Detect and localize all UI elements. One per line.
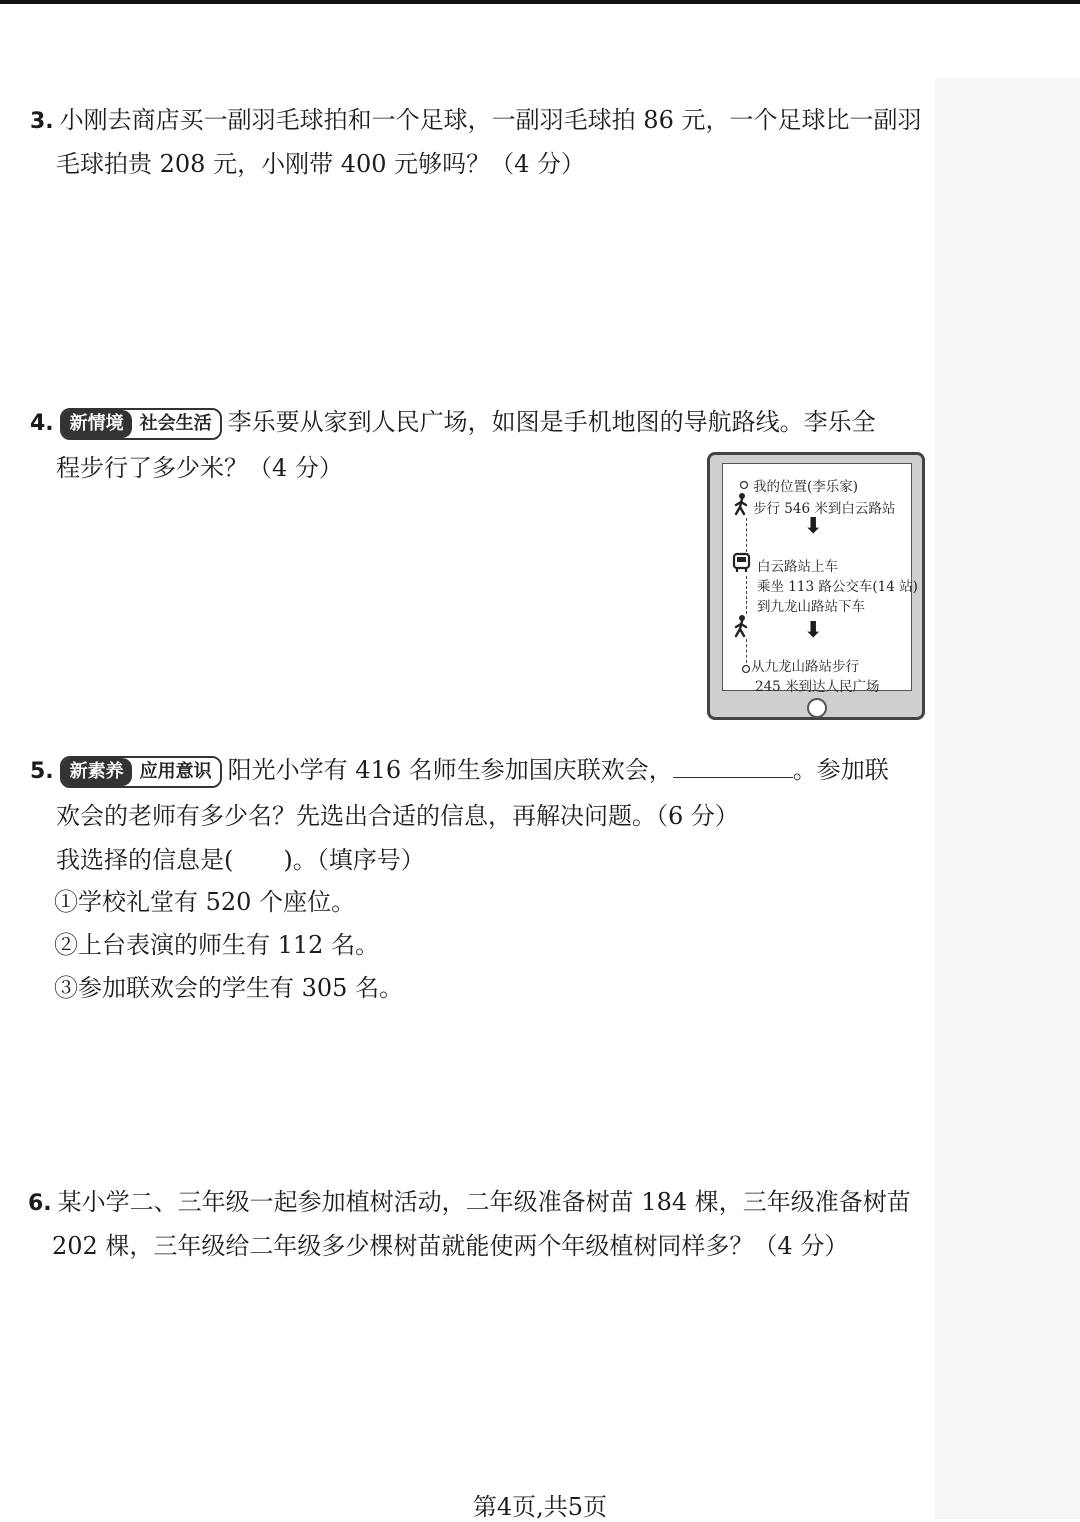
- tag-new-literacy: 新素养: [62, 758, 132, 786]
- bus-icon: [732, 552, 752, 574]
- route-dash-3: [746, 639, 747, 663]
- question-5-number: 5.: [30, 759, 54, 784]
- question-5-text-3a: 我选择的信息是(: [56, 846, 234, 874]
- tag-application-awareness: 应用意识: [132, 758, 220, 786]
- walk-icon: [731, 492, 751, 516]
- question-3-line-1: [30, 100, 921, 135]
- question-5-text-1a: 阳光小学有 416 名师生参加国庆联欢会，: [227, 756, 673, 784]
- end-point-icon: [741, 664, 751, 674]
- question-5-text-1b: 。参加联: [792, 756, 889, 784]
- question-4-line-1: [30, 402, 876, 440]
- question-5-option-3: ③参加联欢会的学生有 305 名。: [54, 974, 404, 1002]
- route-board: 白云路站上车: [757, 559, 838, 575]
- question-6-line-2: 202 棵，三年级给二年级多少棵树苗就能使两个年级植树同样多？（4 分）: [52, 1232, 849, 1260]
- top-border: [0, 0, 1080, 4]
- phone-navigation-illustration: [707, 452, 925, 720]
- question-6-line-1: [28, 1182, 911, 1217]
- question-6-number: 6.: [28, 1191, 52, 1216]
- question-4-line-2: 程步行了多少米？（4 分）: [56, 454, 343, 482]
- question-5-line-1: [30, 750, 889, 788]
- question-5-text-3b: )。（填序号）: [283, 846, 425, 874]
- question-4-number: 4.: [30, 411, 54, 436]
- question-4-tag: [60, 408, 222, 440]
- question-6-text-1: 某小学二、三年级一起参加植树活动，二年级准备树苗 184 棵，三年级准备树苗: [57, 1188, 911, 1216]
- route-dash-1: [746, 518, 747, 552]
- question-4-text-1: 李乐要从家到人民广场，如图是手机地图的导航路线。李乐全: [227, 408, 876, 436]
- question-5-line-3: [56, 840, 425, 875]
- question-3-text-1: 小刚去商店买一副羽毛球拍和一个足球，一副羽毛球拍 86 元，一个足球比一副羽: [59, 106, 922, 134]
- route-walk-2-a: 从九龙山路站步行: [751, 659, 859, 675]
- question-5-option-1: ①学校礼堂有 520 个座位。: [54, 888, 356, 916]
- page-footer: 第4页,共5页: [472, 1493, 608, 1521]
- phone-home-button: [807, 698, 827, 718]
- route-ride: 乘坐 113 路公交车(14 站): [757, 579, 918, 595]
- question-3-line-2: 毛球拍贵 208 元，小刚带 400 元够吗？（4 分）: [56, 150, 586, 178]
- route-dash-2: [746, 576, 747, 614]
- question-5-option-2: ②上台表演的师生有 112 名。: [54, 931, 380, 959]
- question-5-tag: [60, 756, 222, 788]
- tag-new-situation: 新情境: [62, 410, 132, 438]
- route-walk-2-b: 245 米到达人民广场: [755, 679, 880, 695]
- phone-screen: [722, 463, 918, 695]
- question-5-line-2: 欢会的老师有多少名？先选出合适的信息，再解决问题。（6 分）: [56, 802, 739, 830]
- page-edge-shadow: [935, 78, 1080, 1519]
- down-arrow-icon: ⬇: [804, 618, 823, 643]
- route-walk-1: 步行 546 米到白云路站: [753, 501, 896, 517]
- fill-in-blank[interactable]: [673, 753, 793, 778]
- start-point-icon: [739, 480, 749, 490]
- walk-icon: [731, 614, 751, 638]
- tag-social-life: 社会生活: [132, 410, 220, 438]
- down-arrow-icon: ⬇: [804, 514, 823, 539]
- route-start: 我的位置(李乐家): [753, 479, 859, 495]
- question-3-number: 3.: [30, 109, 54, 134]
- route-alight: 到九龙山路站下车: [757, 599, 865, 615]
